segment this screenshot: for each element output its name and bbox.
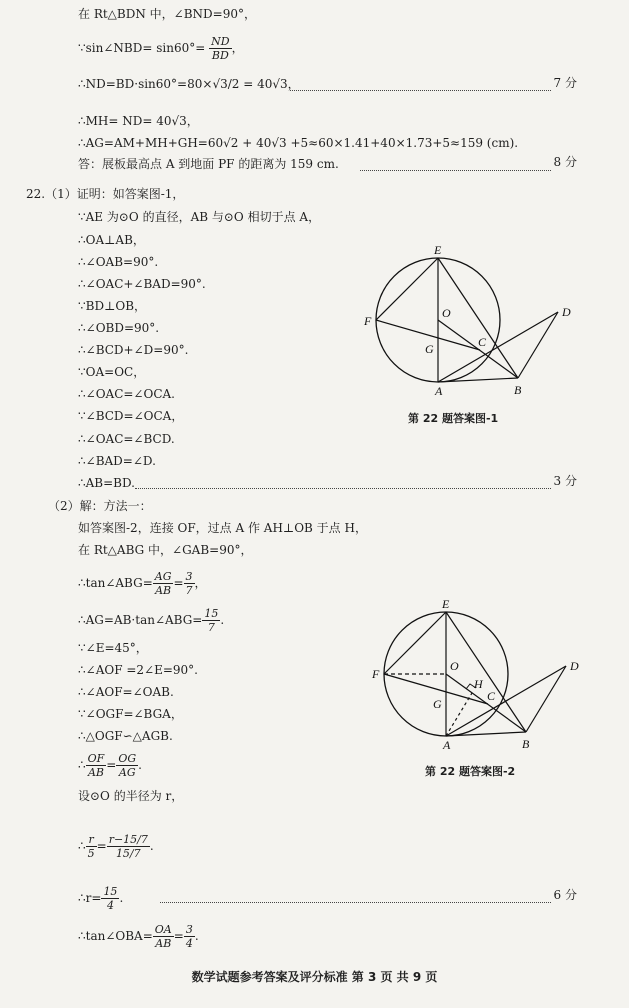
leader-dots (360, 170, 551, 171)
solution-ratio: ∴ $\frac{OF}{AB}$ = $\frac{OG}{AG}$ . (78, 752, 142, 779)
solution-line-aof: ∴∠AOF =2∠E=90°. (78, 663, 198, 677)
proof-line-10: ∵∠BCD=∠OCA， (78, 409, 184, 423)
solution-tan-oba: ∴tan∠OBA= $\frac{OA}{AB}$ = $\frac{3}{4}$ . (78, 923, 199, 950)
line-mh: ∴MH= ND= 40√3， (78, 114, 199, 128)
solution-line-e45: ∵∠E=45°， (78, 641, 148, 655)
leader-dots (160, 902, 551, 903)
proof-line-1: ∵AE 为⊙O 的直径，AB 与⊙O 相切于点 A， (78, 210, 321, 224)
proof-line-7: ∴∠BCD+∠D=90°. (78, 343, 189, 357)
label-h: H (474, 677, 483, 691)
line-rt-bdn: 在 Rt△BDN 中，∠BND=90°， (78, 7, 256, 21)
label-e: E (442, 597, 450, 611)
solution-radius-def: 设⊙O 的半径为 r， (78, 789, 184, 803)
line-ag-sum: ∴AG=AM+MH+GH=60√2 + 40√3 +5≈60×1.41+40×1.73+5≈159 (cm). (78, 136, 519, 150)
points-6: 6 分 (553, 888, 577, 902)
label-f: F (364, 314, 372, 328)
proof-line-12: ∴∠BAD=∠D. (78, 454, 156, 468)
label-d: D (562, 305, 571, 319)
proof-line-2: ∴OA⊥AB， (78, 233, 145, 247)
proof-line-9: ∴∠OAC=∠OCA. (78, 387, 175, 401)
proof-line-3: ∴∠OAB=90°. (78, 255, 159, 269)
label-f: F (372, 667, 380, 681)
label-a: A (443, 738, 451, 752)
label-a: A (435, 384, 443, 398)
label-c: C (487, 689, 496, 703)
sin-text: ∵sin∠NBD= sin60°= (78, 41, 206, 55)
proof-line-6: ∴∠OBD=90°. (78, 321, 160, 335)
solution-line-similar: ∴△OGF∽△AGB. (78, 729, 173, 743)
proof-line-5: ∵BD⊥OB， (78, 299, 147, 313)
figure-2-caption: 第 22 题答案图-2 (425, 765, 516, 778)
page-footer: 数学试题参考答案及评分标准 第 3 页 共 9 页 (191, 970, 438, 984)
points-7: 7 分 (553, 76, 577, 90)
leader-dots (135, 488, 551, 489)
label-o: O (450, 659, 459, 673)
proof-line-11: ∴∠OAC=∠BCD. (78, 432, 175, 446)
label-o: O (442, 306, 451, 320)
label-d: D (570, 659, 579, 673)
points-3: 3 分 (553, 474, 577, 488)
leader-dots (290, 90, 551, 91)
line-sin-nbd: ∵sin∠NBD= sin60°= $\frac{ND}{BD}$ ， (78, 35, 244, 62)
question-22-heading: 22.（1）证明：如答案图-1， (26, 187, 185, 201)
solution-ag: ∴AG=AB·tan∠ABG= $\frac{15}{7}$ . (78, 607, 225, 634)
solution-equation: ∴ $\frac{r}{5}$ = $\frac{r-15/7}{15/7}$ . (78, 833, 154, 860)
label-b: B (522, 737, 530, 751)
solution-r-value: ∴r= $\frac{15}{4}$ . (78, 885, 124, 912)
solution-line-2: 在 Rt△ABG 中，∠GAB=90°， (78, 543, 253, 557)
proof-line-13: ∴AB=BD. (78, 476, 135, 490)
solution-line-1: 如答案图-2，连接 OF，过点 A 作 AH⊥OB 于点 H， (78, 521, 367, 535)
solution-line-aof-oab: ∴∠AOF=∠OAB. (78, 685, 174, 699)
label-e: E (434, 243, 442, 257)
figure-22-2 (368, 592, 598, 752)
points-8: 8 分 (553, 155, 577, 169)
figure-1-caption: 第 22 题答案图-1 (408, 412, 499, 425)
solution-line-ogf: ∵∠OGF=∠BGA， (78, 707, 183, 721)
proof-line-8: ∵OA=OC， (78, 365, 146, 379)
line-nd-value: ∴ND=BD·sin60°=80×√3/2 = 40√3， (78, 77, 300, 91)
line-answer: 答：展板最高点 A 到地面 PF 的距离为 159 cm. (78, 157, 339, 171)
fraction-nd-bd: $\frac{ND}{BD}$ (211, 35, 230, 62)
part-2-heading: （2）解：方法一： (48, 499, 152, 513)
label-g: G (425, 342, 434, 356)
proof-line-4: ∴∠OAC+∠BAD=90°. (78, 277, 206, 291)
label-g: G (433, 697, 442, 711)
figure-22-1 (360, 240, 590, 400)
solution-tan-abg: ∴tan∠ABG= $\frac{AG}{AB}$ = $\frac{3}{7}$ ， (78, 570, 207, 597)
label-c: C (478, 335, 487, 349)
label-b: B (514, 383, 522, 397)
